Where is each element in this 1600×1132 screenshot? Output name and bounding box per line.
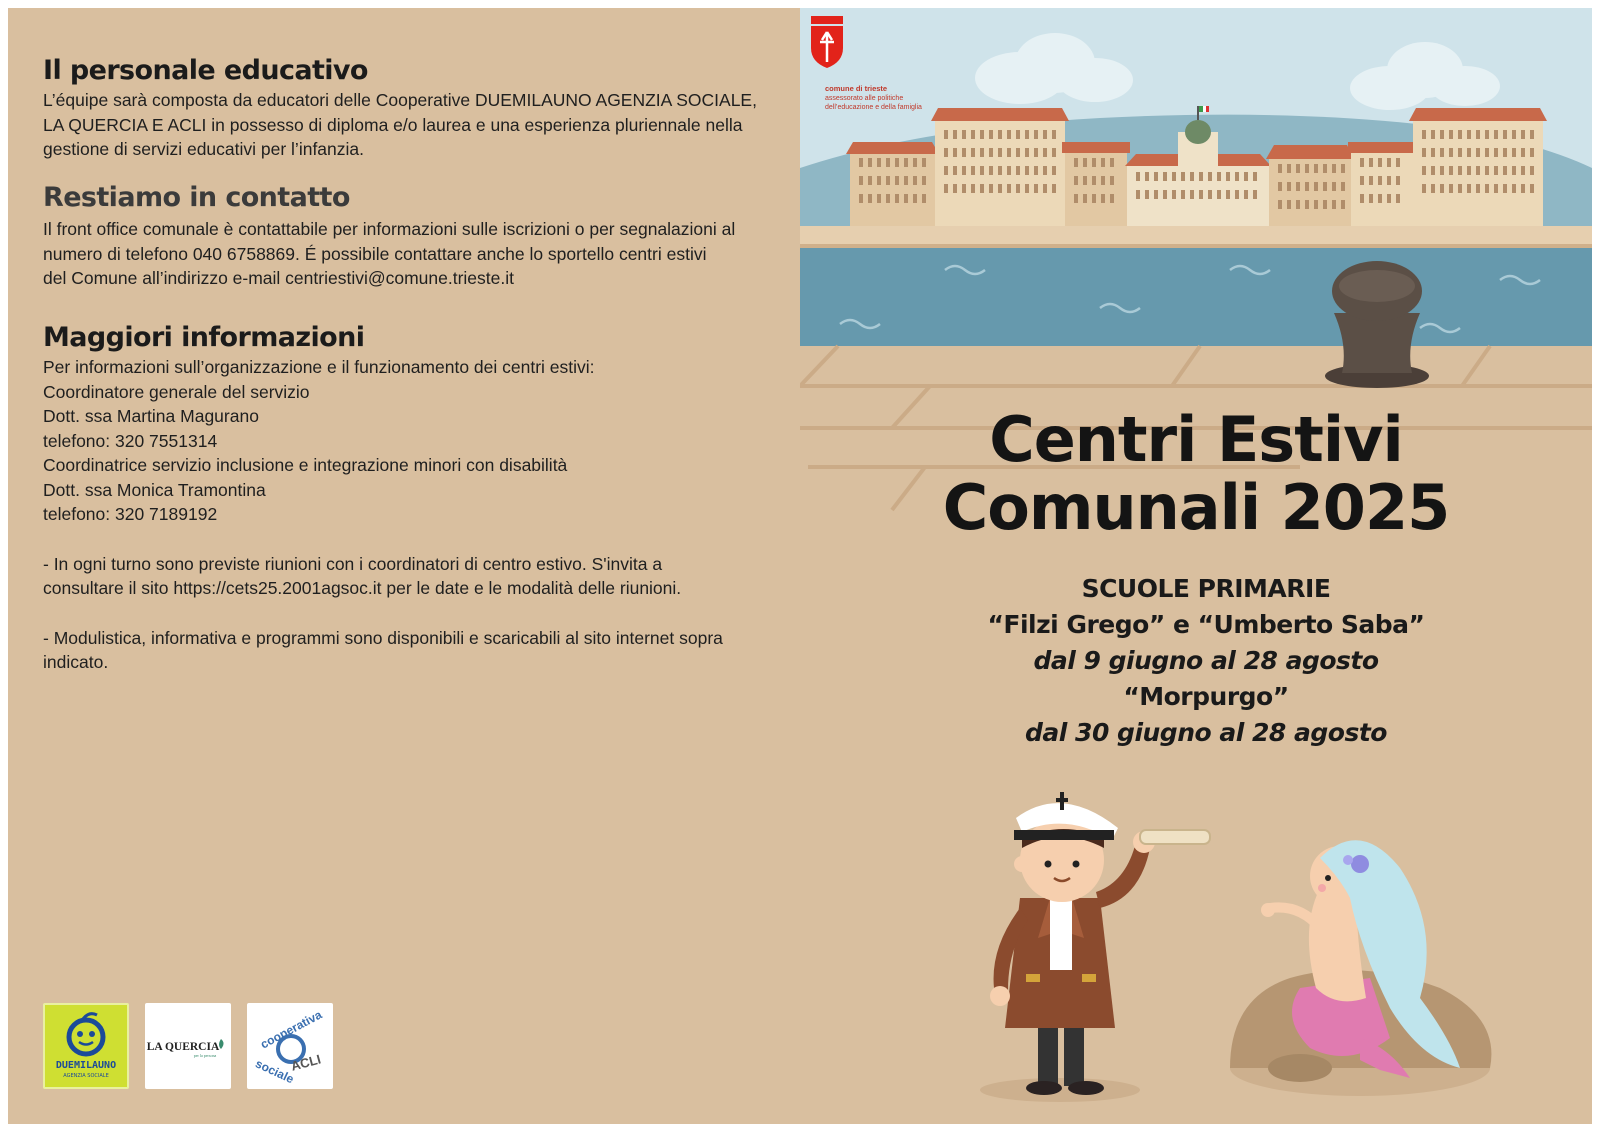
window (1314, 164, 1318, 173)
window (1043, 184, 1047, 193)
characters-illustration (800, 768, 1592, 1124)
window (953, 148, 957, 157)
window (1016, 130, 1020, 139)
window (904, 158, 908, 167)
window (1449, 184, 1453, 193)
school-names-1: “Filzi Grego” e “Umberto Saba” (987, 610, 1425, 639)
window (868, 158, 872, 167)
section-contact (43, 182, 735, 291)
svg-text:assessorato alle politiche: assessorato alle politiche (825, 95, 904, 102)
window (1341, 164, 1345, 173)
window (962, 166, 966, 175)
window (1332, 200, 1336, 209)
window (1110, 194, 1114, 203)
window (944, 184, 948, 193)
window (913, 158, 917, 167)
window (1145, 172, 1149, 181)
window (913, 194, 917, 203)
window (1485, 148, 1489, 157)
window (1244, 190, 1248, 199)
window (1467, 130, 1471, 139)
window (1244, 172, 1248, 181)
window (1360, 194, 1364, 203)
window (1485, 166, 1489, 175)
window (1278, 164, 1282, 173)
mermaid-icon (1230, 840, 1491, 1096)
window (1458, 130, 1462, 139)
window (1007, 148, 1011, 157)
window (1467, 166, 1471, 175)
svg-text:DUEMILAUNO: DUEMILAUNO (55, 1060, 117, 1071)
school-type: SCUOLE PRIMARIE (1081, 574, 1331, 603)
window (989, 148, 993, 157)
window (1074, 158, 1078, 167)
heading-more-info: Maggiori informazioni (43, 322, 365, 353)
window (1449, 130, 1453, 139)
window (1016, 148, 1020, 157)
window (1323, 182, 1327, 191)
window (904, 194, 908, 203)
window (1235, 172, 1239, 181)
window (1163, 190, 1167, 199)
window (1440, 148, 1444, 157)
svg-text:comune di trieste: comune di trieste (825, 84, 888, 93)
window (1217, 190, 1221, 199)
heading-staff: Il personale educativo (43, 55, 368, 86)
svg-text:AGENZIA SOCIALE: AGENZIA SOCIALE (63, 1073, 109, 1079)
window (895, 176, 899, 185)
window (1494, 166, 1498, 175)
window (1034, 184, 1038, 193)
window (922, 194, 926, 203)
window (1521, 166, 1525, 175)
window (1431, 184, 1435, 193)
window (980, 130, 984, 139)
window (1278, 182, 1282, 191)
window (1226, 190, 1230, 199)
window (1512, 148, 1516, 157)
window (1136, 172, 1140, 181)
window (1530, 148, 1534, 157)
window (1323, 200, 1327, 209)
contact-text: Il front office comunale è contattabile per informazioni sulle iscrizioni o per segnalazioni al numero di telefono 040 6758869. É possibile contattare anche lo sportello centri estivi del Comune all’indirizzo e-mail centriestivi@comune.trieste.it (43, 219, 736, 288)
window (1052, 166, 1056, 175)
window (1512, 166, 1516, 175)
svg-text:cooperativa: cooperativa (258, 1007, 325, 1052)
window (1458, 184, 1462, 193)
window (886, 194, 890, 203)
window (1092, 176, 1096, 185)
window (998, 148, 1002, 157)
window (1025, 130, 1029, 139)
window (1494, 130, 1498, 139)
window (980, 184, 984, 193)
svg-text:sociale: sociale (253, 1056, 297, 1087)
window (1360, 158, 1364, 167)
acli-logo (247, 1003, 333, 1089)
title-line-1: Centri Estivi (989, 403, 1403, 476)
window (962, 148, 966, 157)
window (1422, 148, 1426, 157)
window (1199, 190, 1203, 199)
brochure-page (8, 8, 1592, 1124)
window (904, 176, 908, 185)
window (1360, 176, 1364, 185)
window (1422, 166, 1426, 175)
window (1007, 184, 1011, 193)
window (1226, 172, 1230, 181)
window (1235, 190, 1239, 199)
duemilauno-logo (43, 1003, 129, 1089)
window (1074, 176, 1078, 185)
window (1253, 190, 1257, 199)
window (1494, 148, 1498, 157)
window (1145, 190, 1149, 199)
window (1296, 200, 1300, 209)
window (877, 176, 881, 185)
sailor-boy-icon (980, 792, 1210, 1102)
window (1043, 148, 1047, 157)
window (1278, 200, 1282, 209)
window (1458, 166, 1462, 175)
acli-mark-icon (247, 1003, 333, 1089)
window (1485, 184, 1489, 193)
window (944, 166, 948, 175)
heading-contact: Restiamo in contatto (43, 182, 350, 213)
window (953, 130, 957, 139)
window (1396, 194, 1400, 203)
window (1034, 166, 1038, 175)
window (1521, 148, 1525, 157)
window (989, 166, 993, 175)
window (922, 176, 926, 185)
window (1287, 200, 1291, 209)
window (859, 158, 863, 167)
window (1190, 172, 1194, 181)
window (1163, 172, 1167, 181)
window (1154, 190, 1158, 199)
window (1332, 164, 1336, 173)
window (998, 166, 1002, 175)
window (1199, 172, 1203, 181)
window (1503, 130, 1507, 139)
window (1369, 194, 1373, 203)
window (1052, 130, 1056, 139)
cover-panel (800, 8, 1592, 1124)
window (1253, 172, 1257, 181)
window (1521, 130, 1525, 139)
window (1440, 184, 1444, 193)
window (1172, 190, 1176, 199)
window (971, 148, 975, 157)
window (1467, 184, 1471, 193)
window (1503, 148, 1507, 157)
window (1378, 194, 1382, 203)
window (1034, 148, 1038, 157)
window (1449, 148, 1453, 157)
window (1387, 176, 1391, 185)
window (1341, 200, 1345, 209)
window (998, 184, 1002, 193)
window (962, 130, 966, 139)
window (971, 130, 975, 139)
window (1467, 148, 1471, 157)
window (1314, 182, 1318, 191)
window (1305, 182, 1309, 191)
window (1016, 184, 1020, 193)
window (1154, 172, 1158, 181)
window (1052, 184, 1056, 193)
window (1305, 200, 1309, 209)
svg-text:dell’educazione e della famigl: dell’educazione e della famiglia (825, 104, 922, 111)
window (944, 148, 948, 157)
window (1043, 166, 1047, 175)
svg-text:ACLI: ACLI (289, 1051, 323, 1074)
window (1458, 148, 1462, 157)
window (1052, 148, 1056, 157)
school-names-2: “Morpurgo” (1123, 682, 1289, 711)
window (1092, 194, 1096, 203)
window (1181, 190, 1185, 199)
window (1440, 130, 1444, 139)
window (1332, 182, 1336, 191)
window (1314, 200, 1318, 209)
window (1530, 130, 1534, 139)
window (1369, 176, 1373, 185)
window (1387, 194, 1391, 203)
window (1476, 148, 1480, 157)
dates-2: dal 30 giugno al 28 agosto (1025, 718, 1387, 747)
window (1387, 158, 1391, 167)
window (1101, 158, 1105, 167)
window (1521, 184, 1525, 193)
duemilauno-emblem-icon (45, 1005, 127, 1087)
window (1208, 172, 1212, 181)
window (1190, 190, 1194, 199)
window (1530, 166, 1534, 175)
window (859, 176, 863, 185)
window (1512, 184, 1516, 193)
window (971, 166, 975, 175)
staff-text: L’équipe sarà composta da educatori delle Cooperative DUEMILAUNO AGENZIA SOCIALE, LA QUERCIA E ACLI in possesso di diploma e/o laurea e una esperienza pluriennale nella gestione di servizi educativi per l’infanzia. (43, 90, 757, 159)
window (922, 158, 926, 167)
window (1092, 158, 1096, 167)
bollard-icon (1325, 261, 1429, 388)
window (1007, 130, 1011, 139)
window (1494, 184, 1498, 193)
more-info-text: Per informazioni sull’organizzazione e il funzionamento dei centri estivi: Coordinatore generale del servizio Dott. ssa Martina Magurano telefono: 320 7551314 Coordinatrice servizio inclusione e integrazione minori con disabilità Dott. ssa Monica Tramontina telefono: 320 7189192 (43, 357, 595, 524)
window (1101, 176, 1105, 185)
window (944, 130, 948, 139)
window (1296, 164, 1300, 173)
dates-1: dal 9 giugno al 28 agosto (1033, 646, 1379, 675)
window (1025, 148, 1029, 157)
window (895, 194, 899, 203)
window (1025, 166, 1029, 175)
window (877, 158, 881, 167)
window (1016, 166, 1020, 175)
window (1323, 164, 1327, 173)
window (989, 130, 993, 139)
section-staff (43, 55, 757, 162)
window (1110, 158, 1114, 167)
window (1530, 184, 1534, 193)
window (1043, 130, 1047, 139)
brochure-title (800, 403, 1592, 544)
window (1512, 130, 1516, 139)
window (1341, 182, 1345, 191)
window (1440, 166, 1444, 175)
window (1217, 172, 1221, 181)
window (1083, 158, 1087, 167)
window (1181, 172, 1185, 181)
window (1369, 158, 1373, 167)
window (1110, 176, 1114, 185)
schedule-block (800, 571, 1592, 751)
window (1305, 164, 1309, 173)
window (868, 194, 872, 203)
window (913, 176, 917, 185)
window (1287, 182, 1291, 191)
window (953, 184, 957, 193)
window (1431, 148, 1435, 157)
section-more-info (43, 322, 723, 675)
window (1431, 130, 1435, 139)
window (1485, 130, 1489, 139)
forms-note: - Modulistica, informativa e programmi sono disponibili e scaricabili al sito internet sopra indicato. (43, 627, 723, 672)
meetings-note: - In ogni turno sono previste riunioni con i coordinatori di centro estivo. S'invita a consultare il sito https://cets25.2001agsoc.it per le date e le modalità delle riunioni. (43, 553, 682, 598)
window (859, 194, 863, 203)
window (1074, 194, 1078, 203)
window (1083, 176, 1087, 185)
window (989, 184, 993, 193)
window (868, 176, 872, 185)
window (1396, 176, 1400, 185)
window (886, 176, 890, 185)
window (1208, 190, 1212, 199)
window (1431, 166, 1435, 175)
window (1172, 172, 1176, 181)
window (1296, 182, 1300, 191)
svg-text:per la persona: per la persona (193, 1053, 217, 1058)
window (971, 184, 975, 193)
window (1503, 184, 1507, 193)
window (1476, 130, 1480, 139)
la-quercia-mark-icon (145, 1003, 231, 1089)
window (877, 194, 881, 203)
window (1503, 166, 1507, 175)
window (962, 184, 966, 193)
window (980, 148, 984, 157)
title-line-2: Comunali 2025 (942, 471, 1450, 544)
window (1422, 184, 1426, 193)
window (1422, 130, 1426, 139)
window (895, 158, 899, 167)
window (1476, 184, 1480, 193)
window (1083, 194, 1087, 203)
trieste-crest-icon (811, 16, 843, 68)
window (1007, 166, 1011, 175)
window (1449, 166, 1453, 175)
la-quercia-logo (145, 1003, 231, 1089)
window (1287, 164, 1291, 173)
svg-text:LA QUERCIA: LA QUERCIA (146, 1041, 220, 1053)
window (1476, 166, 1480, 175)
window (1378, 158, 1382, 167)
window (1378, 176, 1382, 185)
window (1396, 158, 1400, 167)
window (1136, 190, 1140, 199)
window (886, 158, 890, 167)
window (1025, 184, 1029, 193)
window (1034, 130, 1038, 139)
window (953, 166, 957, 175)
window (1101, 194, 1105, 203)
window (980, 166, 984, 175)
window (998, 130, 1002, 139)
